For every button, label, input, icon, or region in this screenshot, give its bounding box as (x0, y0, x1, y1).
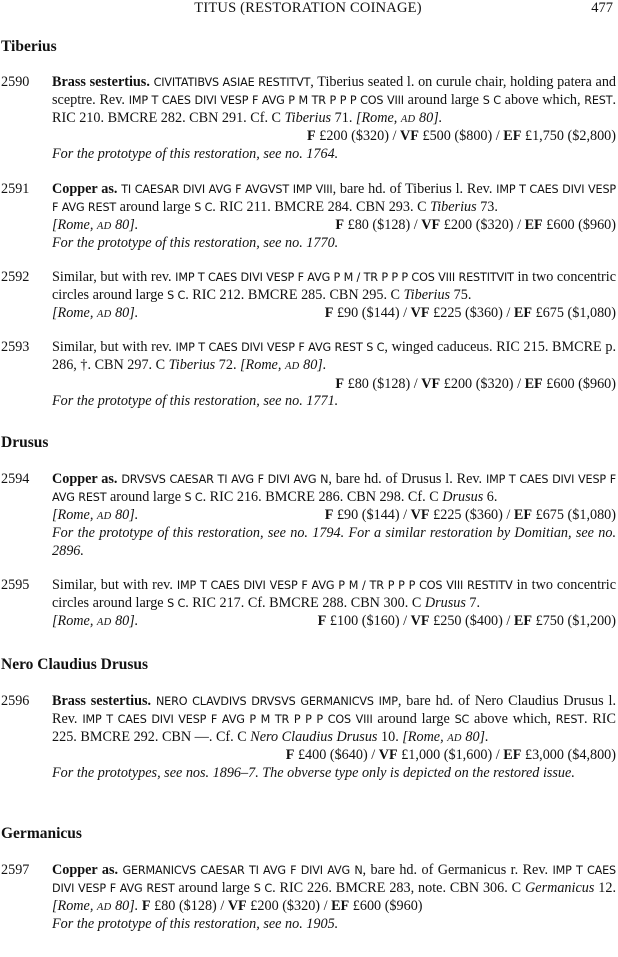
coin-type: Copper as. (52, 471, 118, 487)
running-title: TITUS (RESTORATION COINAGE) (194, 0, 422, 16)
entry-number: 2592 (1, 269, 30, 285)
catalogue-entry-2596 (0, 693, 616, 783)
mint-date: [Rome, AD 80]. (52, 612, 139, 629)
entry-body: Similar, but with rev. IMP T CAES DIVI VESP F AVG REST S C, winged caduceus. RIC 215. BMCRE p. 286, †. CBN 297. C Tiberius 72. [Rome, AD 80]. F £80 ($128) / VF £200 ($320) / EF £600 ($960) For the prototype of this restoration, see no. 1771. (52, 339, 617, 410)
page-header (0, 0, 616, 20)
catalogue-entry-2590 (0, 74, 616, 164)
entry-body: Brass sestertius. NERO CLAVDIVS DRVSVS GERMANICVS IMP, bare hd. of Nero Claudius Drusus l. Rev. IMP T CAES DIVI VESP F AVG P M TR P P P COS VIII around large SC above which, REST. RIC 225. BMCRE 292. CBN —. Cf. C Nero Claudius Drusus 10. [Rome, AD 80]. F £400 ($640) / VF £1,000 ($1,600) / EF £3,000 ($4,800) For the prototypes, see nos. 1896–7. The obverse type only is depicted on the restored issue. (52, 693, 617, 782)
coin-type: Copper as. (52, 181, 118, 197)
entry-number: 2597 (1, 862, 30, 878)
entry-body: Similar, but with rev. IMP T CAES DIVI VESP F AVG P M / TR P P P COS VIII RESTITV in two concentric circles around large S C. RIC 217. Cf. BMCRE 288. CBN 300. C Drusus 7. [Rome, AD 80]. F £100 ($160) / VF £250 ($400) / EF £750 ($1,200) (52, 577, 616, 631)
price-line: F £80 ($128) / VF £200 ($320) / EF £600 ($960) (335, 375, 616, 392)
entry-number: 2594 (1, 471, 30, 487)
price-line: [Rome, AD 80]. F £90 ($144) / VF £225 ($360) / EF £675 ($1,080) (52, 305, 616, 324)
catalogue-entry-2593 (0, 339, 616, 411)
reverse-legend: IMP T CAES DIVI VESP F AVG REST S C (175, 341, 385, 354)
price-line: F £400 ($640) / VF £1,000 ($1,600) / EF £3,000 ($4,800) (285, 747, 616, 764)
reverse-legend: IMP T CAES DIVI VESP F AVG P M / TR P P P COS VIII RESTITV (176, 579, 513, 592)
mint-date: [Rome, AD 80]. (355, 109, 443, 126)
price-line: [Rome, AD 80]. F £100 ($160) / VF £250 ($400) / EF £750 ($1,200) (52, 613, 616, 632)
coin-type: Copper as. (52, 862, 119, 878)
mint-date: [Rome, AD 80]. (52, 216, 139, 233)
entry-number: 2596 (1, 693, 30, 709)
obverse-legend: TI CAESAR DIVI AVG F AVGVST IMP VIII (121, 183, 333, 196)
prototype-note: For the prototype of this restoration, see no. 1794. For a similar restoration by Domitian, see no. 2896. (52, 525, 616, 560)
entry-number: 2595 (1, 577, 30, 593)
catalogue-entry-2594 (0, 471, 616, 561)
coin-type: Brass sestertius. (52, 74, 150, 90)
prototype-note: For the prototypes, see nos. 1896–7. The obverse type only is depicted on the restored issue. (52, 765, 575, 782)
catalogue-entry-2591 (0, 181, 616, 253)
obverse-legend: CIVITATIBVS ASIAE RESTITVT (153, 76, 311, 89)
page-number: 477 (591, 0, 613, 16)
price-line: [Rome, AD 80]. F £80 ($128) / VF £200 ($320) / EF £600 ($960) (52, 217, 616, 236)
mint-date: [Rome, AD 80]. (52, 304, 139, 321)
reverse-legend: IMP T CAES DIVI VESP F AVG REST (52, 183, 617, 214)
reverse-legend: IMP T CAES DIVI VESP F AVG P M / TR P P P COS VIII RESTITVIT (175, 271, 514, 284)
mint-date: [Rome, AD 80]. (240, 356, 327, 373)
entry-body: Similar, but with rev. IMP T CAES DIVI VESP F AVG P M / TR P P P COS VIII RESTITVIT in two concentric circles around large S C. RIC 212. BMCRE 285. CBN 295. C Tiberius 75. [Rome, AD 80]. F £90 ($144) / VF £225 ($360) / EF £675 ($1,080) (52, 269, 616, 323)
entry-body: Brass sestertius. CIVITATIBVS ASIAE RESTITVT, Tiberius seated l. on curule chair, holding patera and sceptre. Rev. IMP T CAES DIVI VESP F AVG P M TR P P P COS VIII around large S C above which, REST. RIC 210. BMCRE 282. CBN 291. Cf. C Tiberius 71. [Rome, AD 80]. F £200 ($320) / VF £500 ($800) / EF £1,750 ($2,800) For the prototype of this restoration, see no. 1764. (52, 74, 617, 163)
reverse-legend: IMP T CAES DIVI VESP F AVG REST (52, 864, 617, 895)
section-heading-germanicus: Germanicus (1, 825, 82, 842)
entry-body: Copper as. TI CAESAR DIVI AVG F AVGVST IMP VIII, bare hd. of Tiberius l. Rev. IMP T CAES DIVI VESP F AVG REST around large S C. RIC 211. BMCRE 284. CBN 293. C Tiberius 73. [Rome, AD 80]. F £80 ($128) / VF £200 ($320) / EF £600 ($960) For the prototype of this restoration, see no. 1770. (52, 181, 617, 252)
reverse-legend: IMP T CAES DIVI VESP F AVG REST (52, 473, 617, 504)
entry-body: Copper as. DRVSVS CAESAR TI AVG F DIVI AVG N, bare hd. of Drusus l. Rev. IMP T CAES DIVI VESP F AVG REST around large S C. RIC 216. BMCRE 286. CBN 298. Cf. C Drusus 6. [Rome, AD 80]. F £90 ($144) / VF £225 ($360) / EF £675 ($1,080) For the prototype of this restoration, see no. 1794. For a similar restoration by Domitian, see no. 2896. (52, 471, 617, 560)
reverse-legend: IMP T CAES DIVI VESP F AVG P M TR P P P COS VIII (82, 712, 373, 726)
prototype-note: For the prototype of this restoration, see no. 1905. (52, 916, 339, 933)
obverse-legend: NERO CLAVDIVS DRVSVS GERMANICVS IMP (155, 695, 398, 708)
obverse-legend: DRVSVS CAESAR TI AVG F DIVI AVG N (121, 473, 329, 486)
price-line: F £200 ($320) / VF £500 ($800) / EF £1,750 ($2,800) (307, 128, 616, 145)
catalogue-entry-2595 (0, 577, 616, 631)
mint-date: [Rome, AD 80]. (52, 897, 139, 914)
section-heading-nero-claudius-drusus: Nero Claudius Drusus (1, 656, 149, 673)
mint-date: [Rome, AD 80]. (402, 728, 489, 745)
obverse-legend: GERMANICVS CAESAR TI AVG F DIVI AVG N (122, 864, 363, 877)
entry-body: Copper as. GERMANICVS CAESAR TI AVG F DIVI AVG N, bare hd. of Germanicus r. Rev. IMP T CAES DIVI VESP F AVG REST around large S C. RIC 226. BMCRE 283, note. CBN 306. C Germanicus 12. [Rome, AD 80]. F £80 ($128) / VF £200 ($320) / EF £600 ($960) For the prototype of this restoration, see no. 1905. (52, 862, 617, 933)
section-heading-drusus: Drusus (1, 434, 49, 451)
price-line: [Rome, AD 80]. F £90 ($144) / VF £225 ($360) / EF £675 ($1,080) (52, 507, 616, 526)
entry-number: 2591 (1, 181, 30, 197)
reverse-legend: IMP T CAES DIVI VESP F AVG P M TR P P P COS VIII (128, 93, 404, 107)
coin-type: Brass sestertius. (52, 693, 152, 709)
catalogue-entry-2592 (0, 269, 616, 323)
section-heading-tiberius: Tiberius (1, 38, 57, 55)
entry-number: 2590 (1, 74, 30, 90)
prototype-note: For the prototype of this restoration, see no. 1771. (52, 393, 339, 410)
mint-date: [Rome, AD 80]. (52, 506, 139, 523)
entry-number: 2593 (1, 339, 30, 355)
catalogue-entry-2597 (0, 862, 616, 934)
prototype-note: For the prototype of this restoration, see no. 1770. (52, 235, 339, 252)
prototype-note: For the prototype of this restoration, see no. 1764. (52, 146, 339, 163)
